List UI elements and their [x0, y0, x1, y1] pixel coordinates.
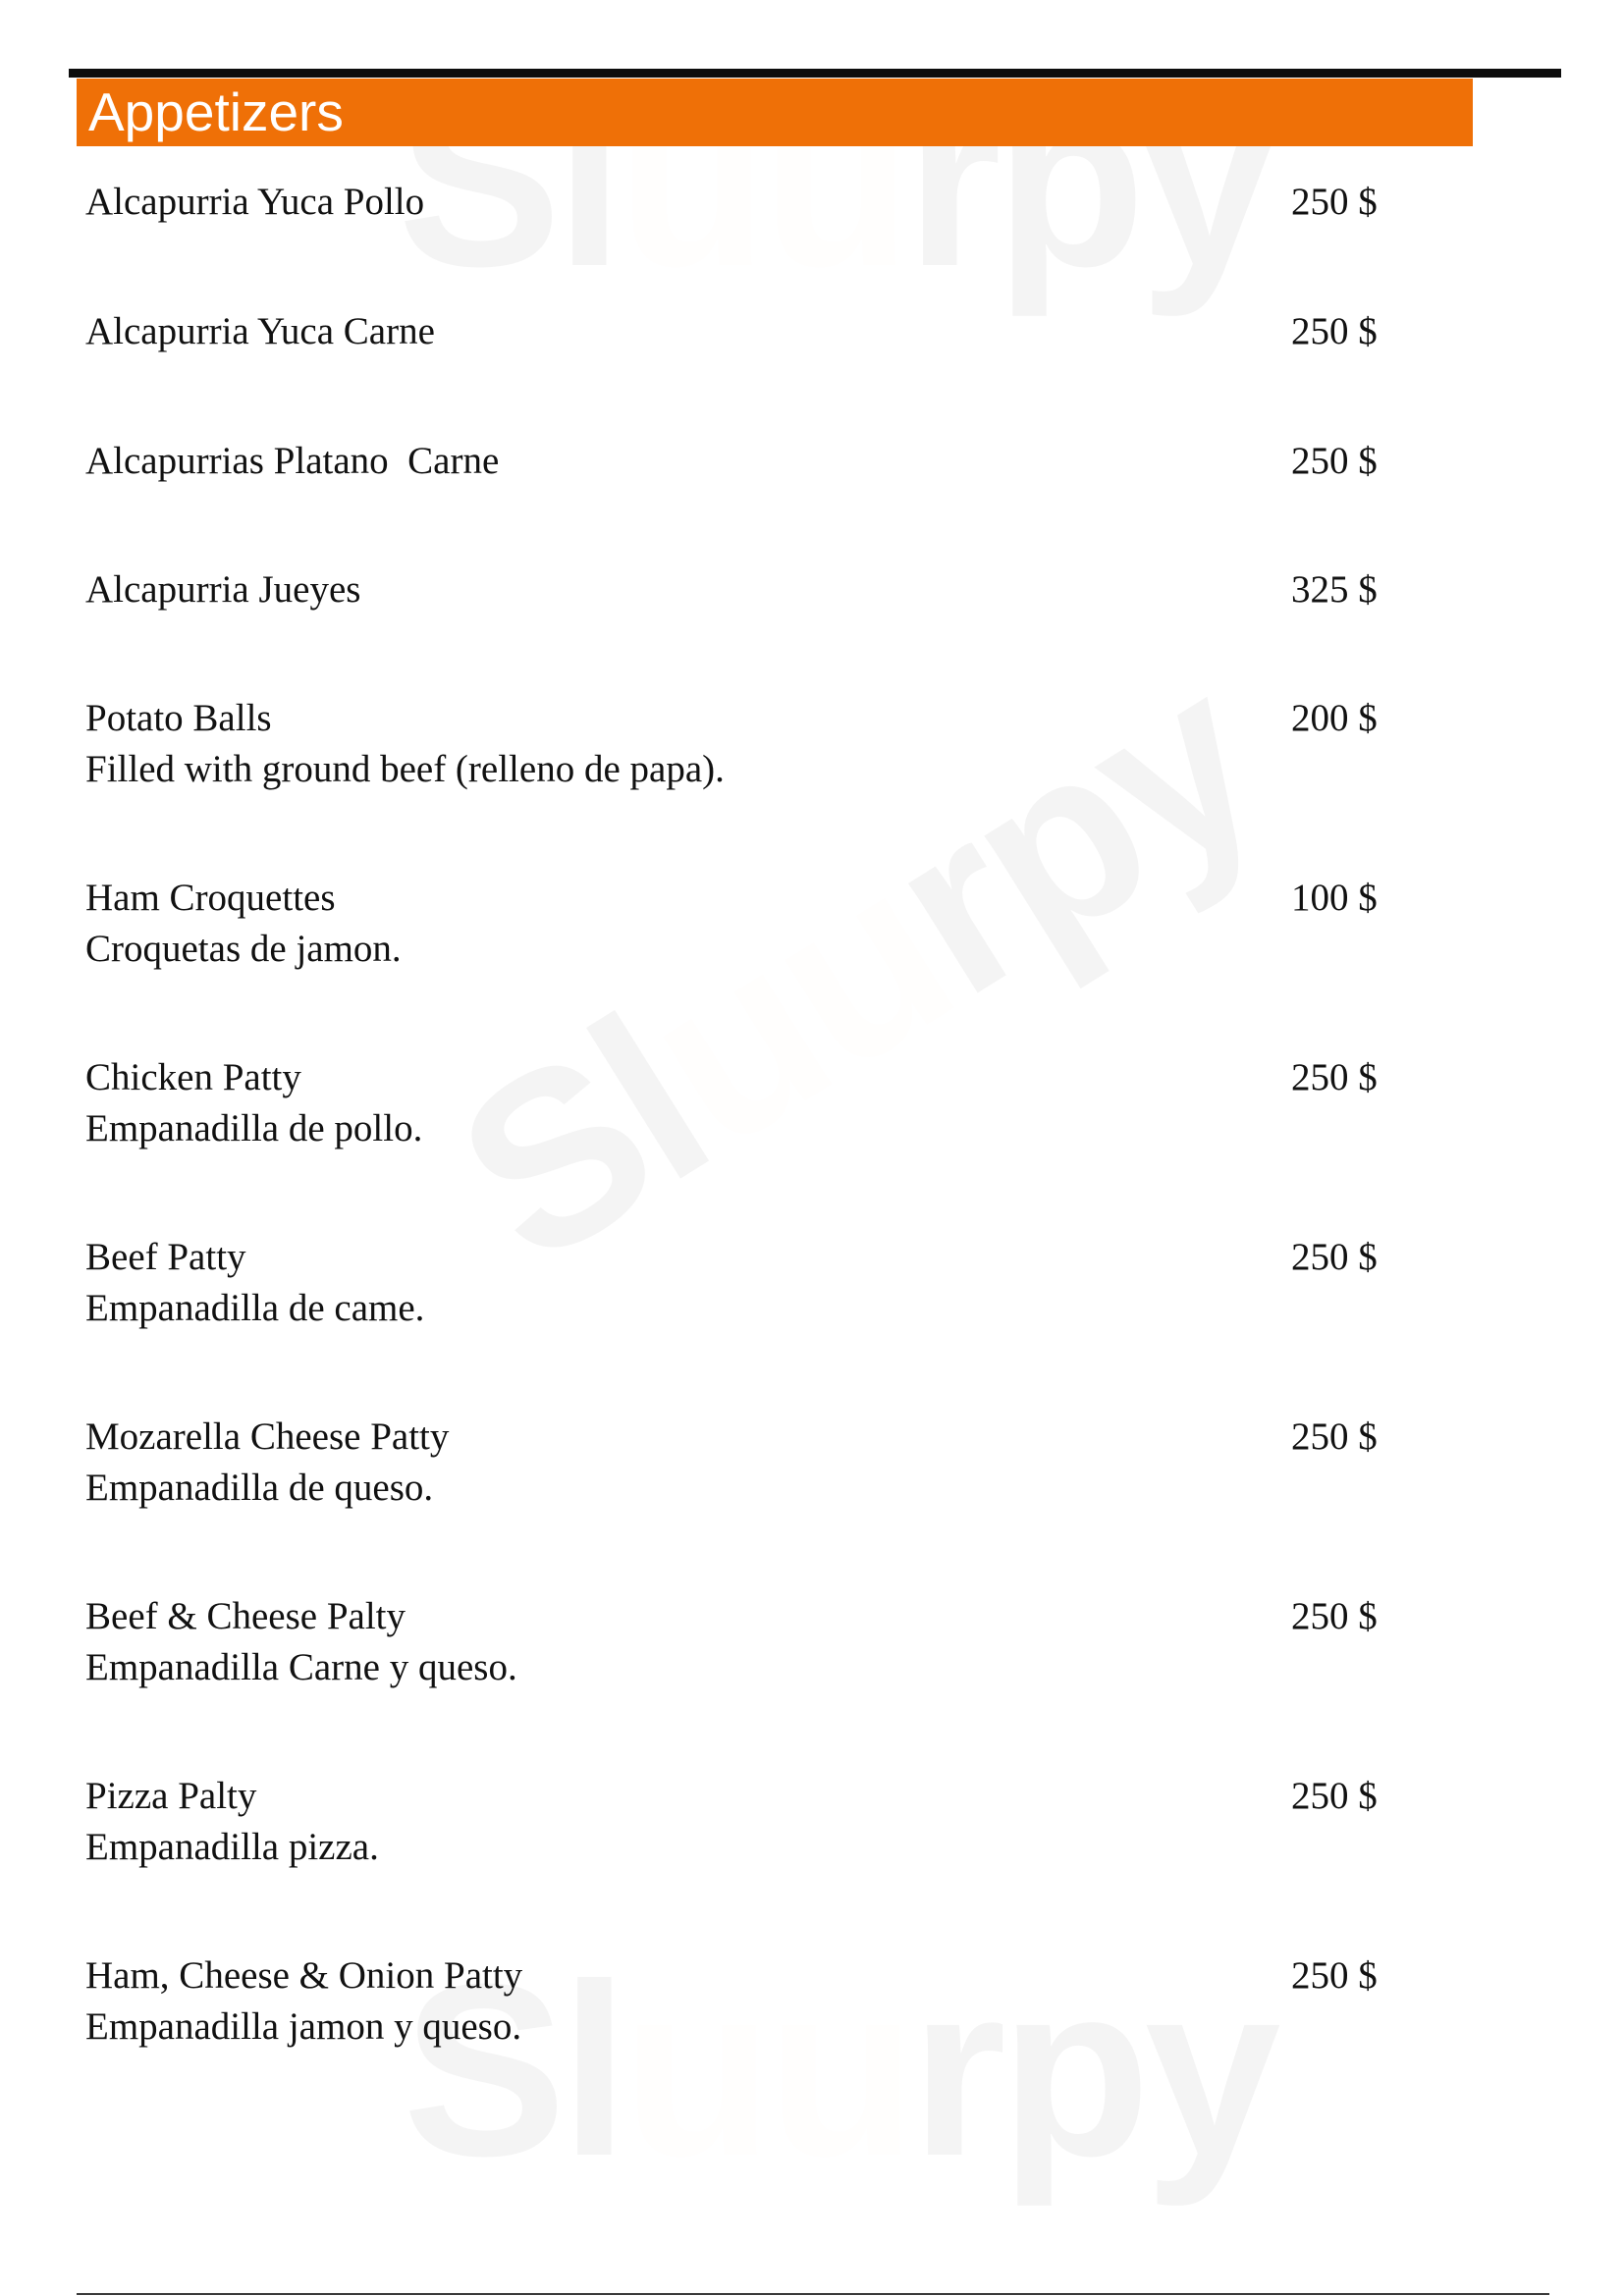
item-name: Alcapurrias Platano Carne — [85, 440, 500, 482]
menu-item — [85, 1591, 1401, 1693]
item-name: Ham, Cheese & Onion Patty — [85, 1954, 523, 1997]
menu-item — [85, 1950, 1401, 2053]
item-name: Pizza Palty — [85, 1775, 257, 1817]
menu-item — [85, 1052, 1401, 1154]
menu-item — [85, 873, 1401, 975]
menu-item — [85, 1412, 1401, 1514]
item-description: Empanadilla jamon y queso. — [85, 2005, 522, 2048]
menu-item — [85, 564, 1401, 615]
item-price: 250 $ — [1291, 1415, 1378, 1458]
watermark-part-3: rpy — [910, 1933, 1275, 2207]
watermark-part-3: rpy — [905, 43, 1271, 317]
item-description: Empanadilla de queso. — [85, 1467, 434, 1509]
menu-item — [85, 693, 1401, 795]
item-price: 250 $ — [1291, 1775, 1378, 1817]
bottom-divider — [77, 2293, 1549, 2295]
item-name: Alcapurria Jueyes — [85, 568, 361, 611]
item-price: 250 $ — [1291, 1595, 1378, 1637]
watermark-part-1: Sl — [414, 966, 747, 1315]
menu-item — [85, 1232, 1401, 1334]
item-name: Alcapurria Yuca Pollo — [85, 181, 425, 223]
item-description: Croquetas de jamon. — [85, 928, 402, 970]
section-title: Appetizers — [88, 81, 344, 142]
menu-item — [85, 436, 1401, 487]
menu-item — [85, 306, 1401, 357]
watermark-part-1: Sl — [398, 43, 619, 317]
watermark-part-1: Sl — [403, 1933, 623, 2207]
item-price: 250 $ — [1291, 1954, 1378, 1997]
watermark-part-3: rpy — [845, 620, 1300, 1046]
item-name: Chicken Patty — [85, 1056, 301, 1098]
item-price: 250 $ — [1291, 440, 1378, 482]
item-description: Empanadilla de came. — [85, 1287, 425, 1329]
item-name: Mozarella Cheese Patty — [85, 1415, 450, 1458]
item-description: Empanadilla de pollo. — [85, 1107, 423, 1149]
menu-item — [85, 1771, 1401, 1873]
item-price: 250 $ — [1291, 181, 1378, 223]
item-name: Beef Patty — [85, 1236, 246, 1278]
item-name: Alcapurria Yuca Carne — [85, 310, 435, 352]
item-price: 325 $ — [1291, 568, 1378, 611]
item-description: Empanadilla pizza. — [85, 1826, 379, 1868]
item-description: Empanadilla Carne y queso. — [85, 1646, 517, 1688]
item-price: 250 $ — [1291, 310, 1378, 352]
item-name: Potato Balls — [85, 697, 272, 739]
item-name: Ham Croquettes — [85, 877, 336, 919]
item-price: 250 $ — [1291, 1236, 1378, 1278]
menu-item — [85, 177, 1401, 228]
item-price: 250 $ — [1291, 1056, 1378, 1098]
item-description: Filled with ground beef (relleno de papa). — [85, 748, 725, 790]
item-name: Beef & Cheese Palty — [85, 1595, 406, 1637]
item-price: 200 $ — [1291, 697, 1378, 739]
item-price: 100 $ — [1291, 877, 1378, 919]
